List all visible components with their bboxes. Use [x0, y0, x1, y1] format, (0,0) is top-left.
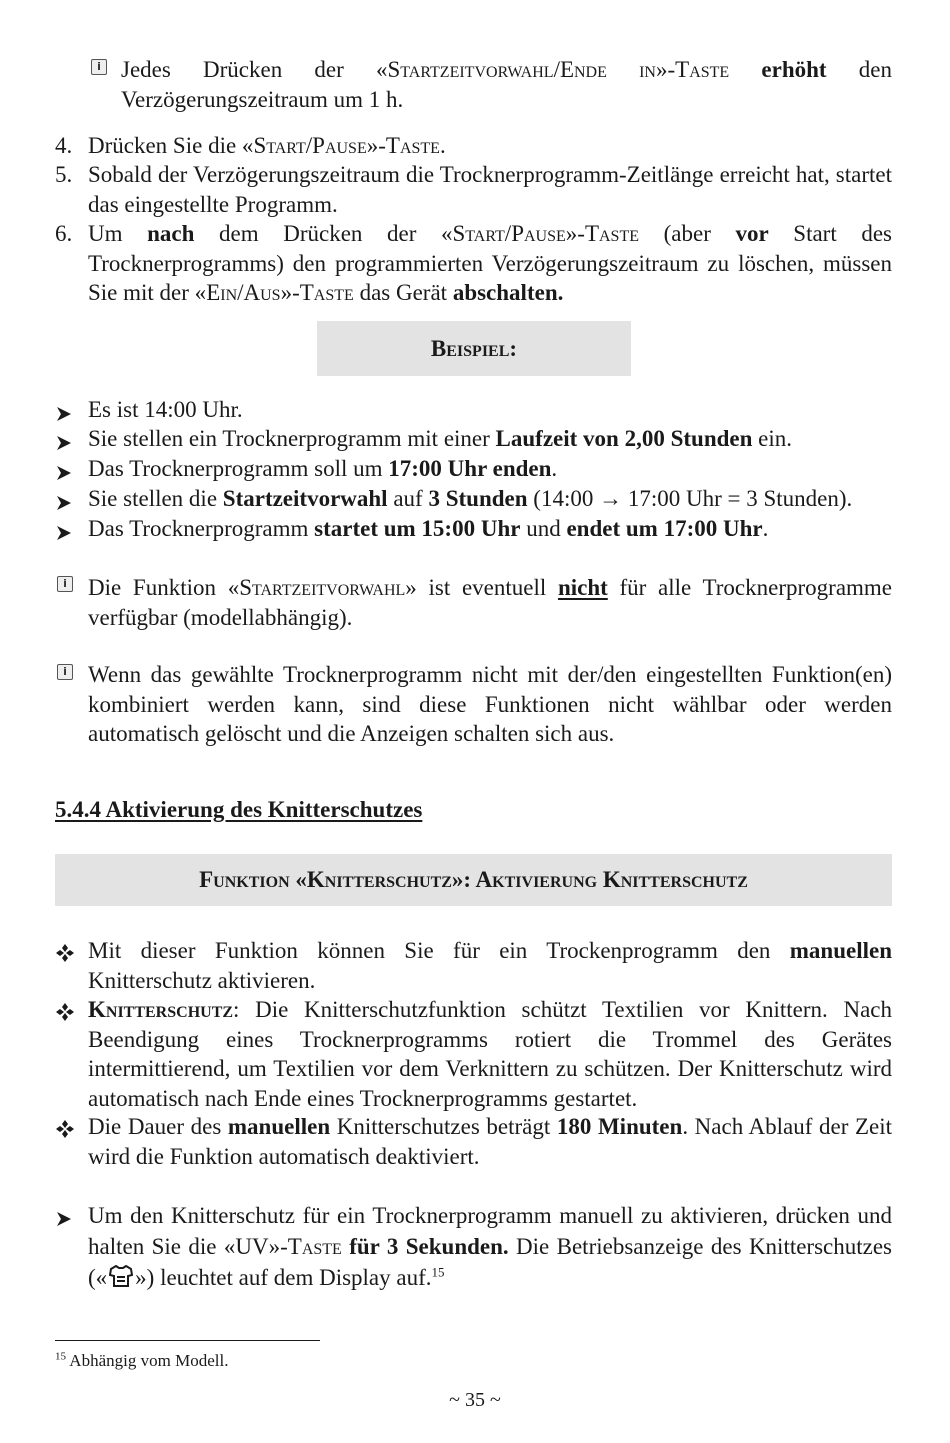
example-label-box: [317, 321, 631, 376]
example-label: Beispiel:: [430, 335, 518, 361]
four-diamond-icon: [55, 1117, 85, 1147]
step-number: 6.: [55, 221, 73, 246]
feature-item: Die Dauer des manuellen Knitterschutzes beträgt 180 Minuten. Nach Ablauf der Zeit wird die Funktion automatisch deaktiviert.: [88, 1114, 893, 1169]
step-4: Drücken Sie die «Start/Pause»-Taste.: [88, 133, 446, 158]
example-item: Sie stellen ein Trocknerprogramm mit einer Laufzeit von 2,00 Stunden ein.: [88, 426, 793, 451]
page-number: ~ 35 ~: [449, 1389, 501, 1411]
example-item: Es ist 14:00 Uhr.: [88, 397, 243, 422]
four-diamond-icon: [55, 941, 85, 971]
info-icon: i: [57, 576, 73, 592]
section-heading: 5.4.4 Aktivierung des Knitterschutzes: [55, 797, 423, 822]
arrowhead-icon: [55, 1206, 85, 1236]
step-6: Um nach dem Drücken der «Start/Pause»-Taste (aber vor Start des Trocknerprogramms) den programmierten Verzögerungszeitraum zu löschen, müssen Sie mit der «Ein/Aus»-Taste das Gerät abschalten.: [88, 221, 892, 305]
function-box: [55, 854, 892, 906]
footnote: $^{15}$ Abhängig vom Modell.: [55, 1350, 229, 1370]
example-item: Das Trocknerprogramm soll um 17:00 Uhr enden.: [88, 456, 558, 481]
note-startzeitvorwahl: Die Funktion «Startzeitvorwahl» ist eventuell nicht für alle Trocknerprogramme verfügbar (modellabhängig).: [88, 575, 893, 630]
arrowhead-icon: [55, 490, 85, 520]
final-instruction: Um den Knitterschutz für ein Trocknerprogramm manuell zu aktivieren, drücken und halten Sie die «UV»-Taste für 3 Sekunden. Die Betriebsanzeige des Knitterschutzes (« ») leuchtet auf dem Display auf.$^{15}$: [88, 1200, 892, 1295]
info-icon: i: [91, 59, 107, 75]
footnote-rule: [55, 1340, 320, 1341]
arrowhead-icon: [55, 460, 85, 490]
feature-item: Mit dieser Funktion können Sie für ein Trockenprogramm den manuellen Knitterschutz aktivieren.: [88, 938, 892, 993]
step-number: 5.: [55, 162, 73, 187]
four-diamond-icon: [55, 1000, 85, 1030]
note-top: Jedes Drücken der «Startzeitvorwahl/Ende in»-Taste erhöht den Verzögerungszeitraum um 1 h.: [121, 57, 893, 112]
arrowhead-icon: [55, 401, 85, 431]
step-number: 4.: [55, 133, 73, 158]
example-item: Sie stellen die Startzeitvorwahl auf 3 Stunden (14:00 → 17:00 Uhr = 3 Stunden).: [88, 486, 853, 511]
function-box-title: Funktion «Knitterschutz»: Aktivierung Knitterschutz: [199, 867, 748, 893]
arrowhead-icon: [55, 430, 85, 460]
step-5: Sobald der Verzögerungszeitraum die Trocknerprogramm-Zeitlänge erreicht hat, startet das eingestellte Programm.: [88, 162, 892, 217]
example-item: Das Trocknerprogramm startet um 15:00 Uhr und endet um 17:00 Uhr.: [88, 516, 769, 541]
note-functions: Wenn das gewählte Trocknerprogramm nicht mit der/den eingestellten Funktion(en) kombiniert werden kann, sind diese Funktionen nicht wählbar oder werden automatisch gelöscht und die Anzeigen schalten sich aus.: [88, 662, 892, 746]
shirt-icon: [109, 1264, 133, 1295]
arrowhead-icon: [55, 520, 85, 550]
info-icon: i: [57, 664, 73, 680]
feature-item: Knitterschutz: Die Knitterschutzfunktion schützt Textilien vor Knittern. Nach Beendigung eines Trocknerprogramms rotiert die Trommel des Gerätes intermittierend, um Textilien vor dem Verknittern zu schützen. Der Knitterschutz wird automatisch nach Ende eines Trocknerprogramms gestartet.: [88, 997, 892, 1111]
